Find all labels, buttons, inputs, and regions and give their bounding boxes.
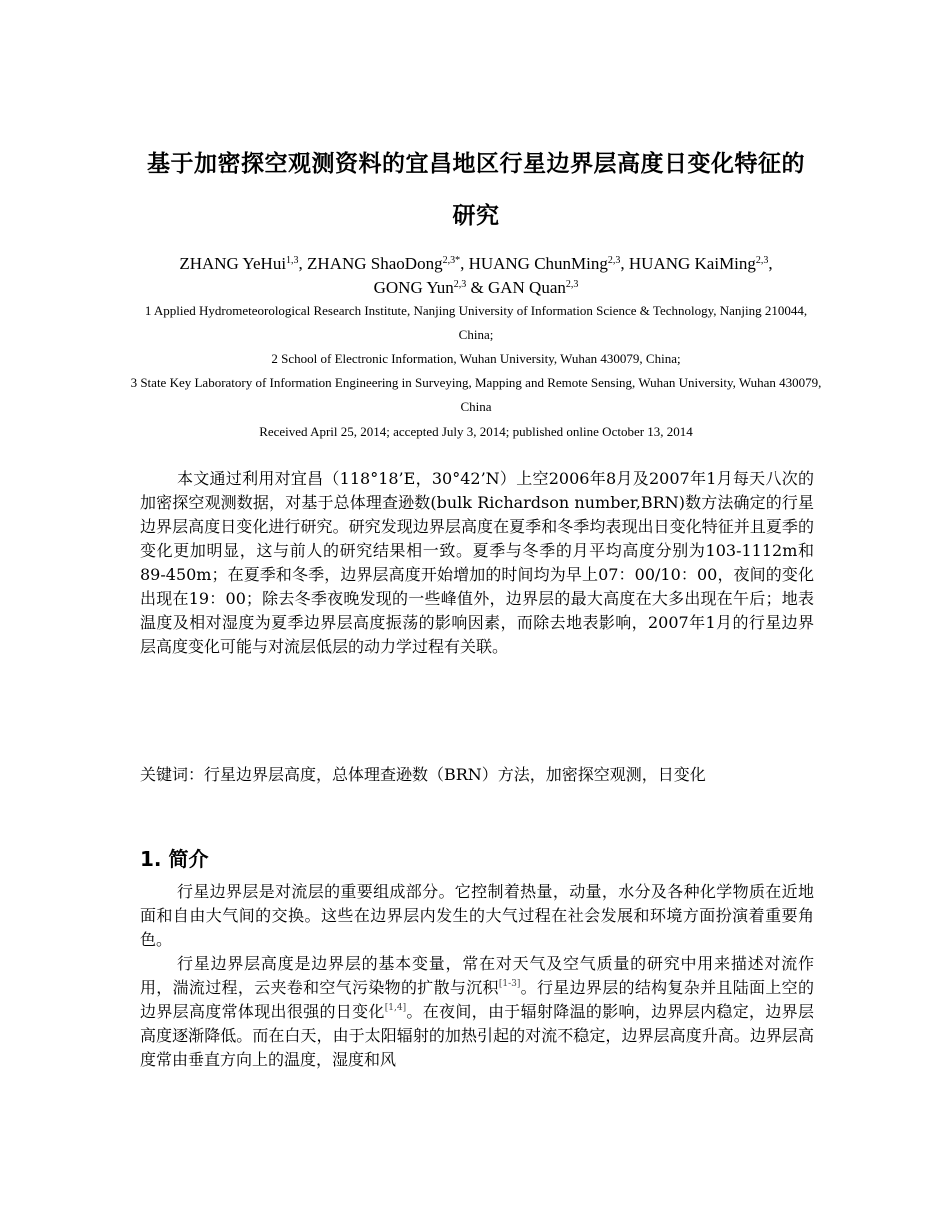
affiliation-1: 1 Applied Hydrometeorological Research Institute, Nanjing University of Information Science & Technology, Nanjing 210044, China; <box>144 303 808 342</box>
abstract: 本文通过利用对宜昌（118°18’E，30°42’N）上空2006年8月及2007年1月每天八次的加密探空观测数据，对基于总体理查逊数(bulk Richardson number,BRN)数方法确定的行星边界层高度日变化进行研究。研究发现边界层高度在夏季和冬季均表现出日变化特征并且夏季的变化更加明显，这与前人的研究结果相一致。夏季与冬季的月平均高度分别为103-1112m和89-450m；在夏季和冬季，边界层高度开始增加的时间均为早上07：00/10：00，夜间的变化出现在19：00；除去冬季夜晚发现的一些峰值外，边界层的最大高度在大多出现在午后；地表温度及相对湿度为夏季边界层高度振荡的影响因素，而除去地表影响，2007年1月的行星边界层高度变化可能与对流层低层的动力学过程有关联。 <box>140 469 814 656</box>
author-separator: , <box>298 254 308 273</box>
affiliation-2: 2 School of Electronic Information, Wuhan University, Wuhan 430079, China; <box>271 351 681 366</box>
intro-paragraph-2 <box>140 952 814 1072</box>
intro-text: 。在夜间，由于辐射降温的影响，边界层内稳定，边界层高度逐渐降低。而在白天，由于太阳辐射的加热引起的对流不稳定，边界层高度升高。边界层高度常由垂直方向上的温度，湿度和风 <box>140 1002 814 1069</box>
author-separator: , <box>620 254 629 273</box>
author-affiliation-mark: 2,3 <box>565 279 579 290</box>
intro-text: 行星边界层高度是边界层的基本变量，常在对天气及空气质量的研究中用来描述对流作用，湍流过程，云夹卷和空气污染物的扩散与沉积 <box>140 954 814 997</box>
intro-paragraph-1: 行星边界层是对流层的重要组成部分。它控制着热量，动量，水分及各种化学物质在近地面和自由大气间的交换。这些在边界层内发生的大气过程在社会发展和环境方面扮演着重要角色。 <box>140 882 814 949</box>
author-separator: & <box>466 278 488 297</box>
paper-title: 基于加密探空观测资料的宜昌地区行星边界层高度日变化特征的研究 <box>147 151 805 229</box>
author-affiliation-mark: 2,3 <box>607 255 621 266</box>
citation: [1-3] <box>498 979 521 989</box>
author-name: ZHANG ShaoDong <box>307 254 443 273</box>
author-name: GAN Quan <box>487 278 566 297</box>
citation: [1,4] <box>384 1003 407 1013</box>
author-list <box>130 252 822 300</box>
section-heading: 1. 简介 <box>140 847 209 871</box>
author-name: GONG Yun <box>373 278 454 297</box>
author-affiliation-mark: 1,3 <box>286 255 299 266</box>
author-separator: , <box>460 254 469 273</box>
author-affiliation-mark: 2,3* <box>442 255 461 266</box>
author-separator: , <box>768 254 773 273</box>
author-affiliation-mark: 2,3 <box>453 279 467 290</box>
received-dates: Received April 25, 2014; accepted July 3, 2014; published online October 13, 2014 <box>259 424 693 439</box>
author-name: HUANG ChunMing <box>468 254 608 273</box>
author-name: HUANG KaiMing <box>628 254 756 273</box>
affiliation-3: 3 State Key Laboratory of Information Engineering in Surveying, Mapping and Remote Sensing, Wuhan University, Wuhan 430079, China <box>130 375 822 414</box>
author-name: ZHANG YeHui <box>179 254 287 273</box>
author-affiliation-mark: 2,3 <box>755 255 769 266</box>
intro-text: 。行星边界层的结构复杂并且陆面上空的边界层高度常体现出很强的日变化 <box>140 978 814 1021</box>
keywords: 关键词：行星边界层高度，总体理查逊数（BRN）方法，加密探空观测，日变化 <box>140 765 706 784</box>
